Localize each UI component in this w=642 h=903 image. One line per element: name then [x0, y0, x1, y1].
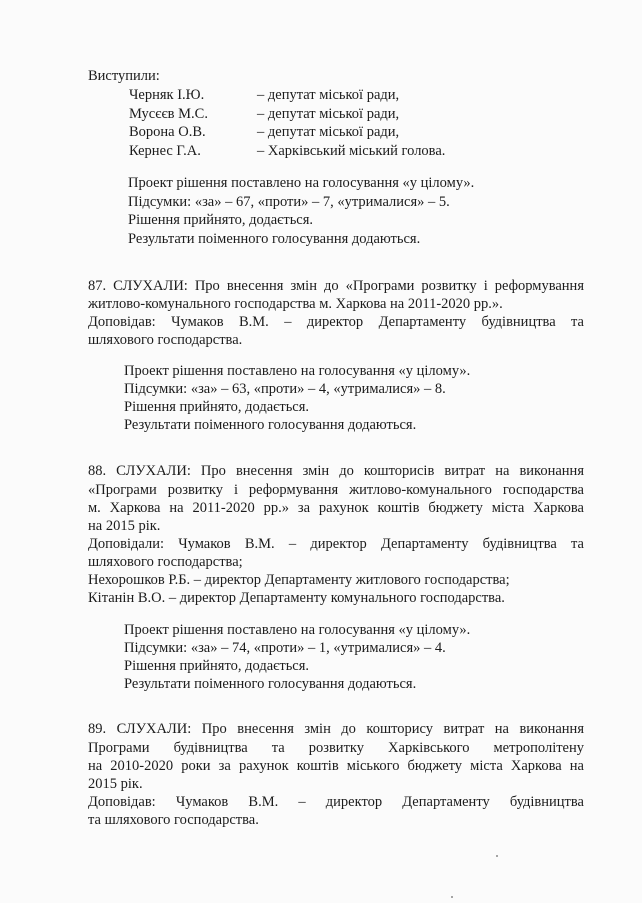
agenda-item-line: Програми будівництва та розвитку Харківського метрополітену [88, 740, 584, 756]
speaker-name: Ворона О.В. [129, 124, 206, 140]
agenda-item-title: 87. СЛУХАЛИ: Про внесення змін до «Програми розвитку і реформування [88, 278, 584, 294]
agenda-item-reporter: Доповідав: Чумаков В.М. – директор Департаменту будівництва [88, 794, 584, 810]
agenda-item-title: 89. СЛУХАЛИ: Про внесення змін до кошторису витрат на виконання [88, 721, 584, 737]
agenda-item-reporter: Нехорошков Р.Б. – директор Департаменту житлового господарства; [88, 572, 510, 588]
vote-line: Проект рішення поставлено на голосування «у цілому». [128, 175, 475, 191]
agenda-item-reporter: Кітанін В.О. – директор Департаменту комунального господарства. [88, 590, 505, 606]
speaker-role: – депутат міської ради, [257, 106, 400, 122]
vote-line: Підсумки: «за» – 63, «проти» – 4, «утрималися» – 8. [124, 381, 446, 397]
vote-line: Результати поіменного голосування додаються. [124, 417, 417, 433]
vote-line: Рішення прийнято, додається. [124, 399, 310, 415]
vote-line: Підсумки: «за» – 67, «проти» – 7, «утрималися» – 5. [128, 194, 450, 210]
agenda-item-line: та шляхового господарства. [88, 812, 259, 828]
speaker-name: Черняк І.Ю. [129, 87, 205, 103]
speaker-name: Мусєєв М.С. [129, 106, 208, 122]
agenda-item-line: на 2015 рік. [88, 518, 161, 534]
vote-line: Підсумки: «за» – 74, «проти» – 1, «утрималися» – 4. [124, 640, 446, 656]
vote-line: Рішення прийнято, додається. [128, 212, 314, 228]
agenda-item-line: м. Харкова на 2011-2020 рр.» за рахунок коштів бюджету міста Харкова [88, 500, 584, 516]
speaker-role: – депутат міської ради, [257, 87, 400, 103]
speakers-heading: Виступили: [88, 68, 160, 84]
vote-line: Проект рішення поставлено на голосування «у цілому». [124, 622, 471, 638]
speaker-role: – Харківський міський голова. [257, 143, 446, 159]
agenda-item-title: 88. СЛУХАЛИ: Про внесення змін до кошторисів витрат на виконання [88, 463, 584, 479]
agenda-item-line: шляхового господарства; [88, 554, 243, 570]
agenda-item-line: 2015 рік. [88, 776, 143, 792]
agenda-item-line: «Програми розвитку і реформування житлово-комунального господарства [88, 482, 584, 498]
vote-line: Результати поіменного голосування додаються. [124, 676, 417, 692]
scan-speck [451, 896, 453, 898]
agenda-item-reporter: Доповідали: Чумаков В.М. – директор Департаменту будівництва та [88, 536, 584, 552]
speaker-name: Кернес Г.А. [129, 143, 201, 159]
vote-line: Проект рішення поставлено на голосування «у цілому». [124, 363, 471, 379]
agenda-item-line: на 2010-2020 роки за рахунок коштів міського бюджету міста Харкова на [88, 758, 584, 774]
vote-line: Рішення прийнято, додається. [124, 658, 310, 674]
agenda-item-reporter: Доповідав: Чумаков В.М. – директор Департаменту будівництва та [88, 314, 584, 330]
agenda-item-line: житлово-комунального господарства м. Харкова на 2011-2020 рр.». [88, 296, 503, 312]
agenda-item-line: шляхового господарства. [88, 332, 243, 348]
scan-speck [496, 855, 498, 857]
speaker-role: – депутат міської ради, [257, 124, 400, 140]
vote-line: Результати поіменного голосування додаються. [128, 231, 421, 247]
